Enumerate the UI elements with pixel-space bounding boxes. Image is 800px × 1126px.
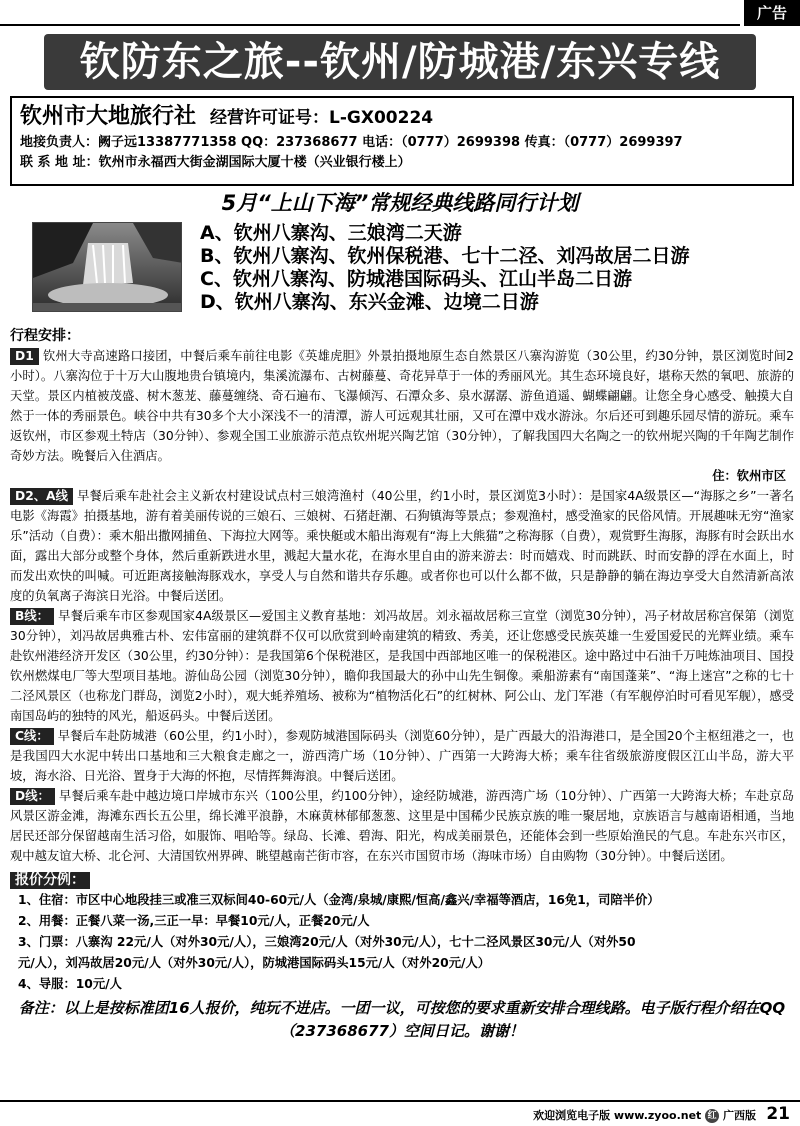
waterfall-photo <box>32 222 182 312</box>
route-c-text: 早餐后车赴防城港（60公里，约1小时），参观防城港国际码头（浏览60分钟），是广西最大的沿海港口，是全国20个主枢纽港之一，也是我国四大水泥中转出口基地和三大粮食走廊之一，游西湾广场（10分钟）、广西第一大跨海大桥；乘车往省级旅游度假区江山半岛，游大平坡，海水浴、日光浴、置身于大海的怀抱，尽情挥舞海浪。中餐后送团。 <box>10 729 794 783</box>
itinerary-title: 行程安排： <box>10 328 80 344</box>
route-item: B、钦州八寨沟、钦州保税港、七十二泾、刘冯故居二日游 <box>200 245 690 267</box>
title-banner: 钦防东之旅--钦州/防城港/东兴专线 <box>44 34 756 90</box>
itinerary-section <box>10 326 794 1045</box>
day1-stay: 住：钦州市区 <box>712 469 786 483</box>
logo-icon: 红 <box>705 1109 719 1123</box>
day1-text: 钦州大寺高速路口接团，中餐后乘车前往电影《英雄虎胆》外景拍摄地原生态自然景区八寨沟游览（30公里，约30分钟，景区浏览时间2小时）。八寨沟位于十万大山腹地贵台镇境内，集溪流瀑布、古树藤蔓、奇花异草于一体的秀丽风光。其生态环境良好，堪称天然的氧吧、旅游的天堂。景区内植被茂盛、树木葱茏、藤蔓缠绕、奇石遍布、飞瀑倾泻、石潭众多、泉水潺潺、游鱼逍遥、蝴蝶翩翩。让您全身心感受、触摸大自然于一体的秀丽景色。峡谷中共有30多个大小深浅不一的清潭，游人可远观其壮丽，又可在潭中戏水游泳。尔后还可到趣乐园尽情的游玩。乘车返钦州，市区参观土特店（30分钟）、参观全国工业旅游示范点钦州坭兴陶艺馆（30分钟），了解我国四大名陶之一的钦州坭兴陶的千年陶艺制作奇妙方法。晚餐后入住酒店。 <box>10 349 794 463</box>
agency-header <box>20 102 784 133</box>
agency-name: 钦州市大地旅行社 <box>20 104 197 129</box>
contact-line: 地接负责人：阙子远13387771358 QQ：237368677 电话：（0777）2699398 传真：（0777）2699397 <box>20 135 683 150</box>
license-number: 经营许可证号：L-GX00224 <box>210 108 434 128</box>
route-a-label: D2、A线 <box>10 488 73 505</box>
remark-note: 备注：以上是按标准团16人报价，纯玩不进店。一团一议，可按您的要求重新安排合理线路。电子版行程介绍在QQ（237368677）空间日记。谢谢！ <box>18 999 786 1040</box>
route-c-label: C线： <box>10 728 54 745</box>
price-item: 3、门票：八寨沟 22元/人（对外30元/人），三娘湾20元/人（对外30元/人），七十二泾风景区30元/人（对外50 <box>18 935 636 949</box>
day1-label: D1 <box>10 348 39 365</box>
route-c-paragraph <box>10 726 794 786</box>
page-number: 21 <box>766 1104 790 1124</box>
price-section <box>10 870 794 995</box>
ad-tag: 广告 <box>744 0 800 26</box>
route-d-paragraph <box>10 786 794 866</box>
route-item: C、钦州八寨沟、防城港国际码头、江山半岛二日游 <box>200 268 632 290</box>
route-a-paragraph <box>10 486 794 606</box>
plan-headline: 5月“上山下海”常规经典线路同行计划 <box>221 191 579 215</box>
route-b-label: B线： <box>10 608 54 625</box>
price-item: 元/人），刘冯故居20元/人（对外30元/人），防城港国际码头15元/人（对外20元/人） <box>18 956 491 970</box>
address-line: 联 系 地 址：钦州市永福西大街金湖国际大厦十楼（兴业银行楼上） <box>20 155 411 170</box>
footer-text <box>533 1107 756 1123</box>
top-rule <box>0 24 740 26</box>
footer-edition: 广西版 <box>723 1109 756 1122</box>
route-item: D、钦州八寨沟、东兴金滩、边境二日游 <box>200 291 539 313</box>
day1-paragraph <box>10 346 794 466</box>
price-item: 2、用餐：正餐八菜一汤,三正一早：早餐10元/人，正餐20元/人 <box>18 914 370 928</box>
route-item: A、钦州八寨沟、三娘湾二天游 <box>200 222 462 244</box>
price-item: 1、住宿：市区中心地段挂三或准三双标间40-60元/人（金湾/泉城/康熙/恒高/鑫兴/幸福等酒店，16免1，司陪半价） <box>18 893 660 907</box>
route-b-paragraph <box>10 606 794 726</box>
price-item: 4、导服：10元/人 <box>18 977 122 991</box>
price-title: 报价分例： <box>10 872 90 889</box>
route-b-text: 早餐后乘车市区参观国家4A级景区—爱国主义教育基地：刘冯故居。刘永福故居称三宣堂（浏览30分钟），冯子材故居称宫保第（浏览30分钟），刘冯故居典雅古朴、宏伟富丽的建筑群不仅可以欣赏到岭南建筑的精致、秀美，还让您感受民族英雄一生爱国爱民的光辉业绩。乘车赴钦州港经济开发区（30公里，约30分钟）：是我国第6个保税港区，是我国中西部地区唯一的保税港区。途中路过中石油千万吨炼油项目、国投钦州燃煤电厂等大型项目基地。游仙岛公园（浏览30分钟），瞻仰我国最大的孙中山先生铜像。乘船游素有“南国蓬莱”、“海上迷宫”之称的七十二泾风景区（也称龙门群岛，浏览2小时），观大蚝养殖场、被称为“植物活化石”的红树林、阿公山、龙门军港（有军舰停泊时可看见军舰），感受南国岛屿的独特的风光，船返码头。中餐后送团。 <box>10 609 794 723</box>
page-footer <box>0 1100 800 1126</box>
route-list <box>200 222 780 314</box>
footer-website: 欢迎浏览电子版 www.zyoo.net <box>533 1109 702 1122</box>
agency-info-box <box>10 96 794 186</box>
route-a-text: 早餐后乘车赴社会主义新农村建设试点村三娘湾渔村（40公里，约1小时，景区浏览3小时）：是国家4A级景区—“海豚之乡”一著名电影《海霞》拍摄基地，游有着美丽传说的三娘石、三娘树、石猪赶潮、石狗镇海等景点；参观渔村，感受渔家的民俗风情。开展趣味无穷“渔家乐”活动（自费）：乘木船出撒网捕鱼、下海拉大网等。乘快艇或木船出海观有“海上大熊猫”之称海豚（自费），观赏野生海豚，海豚有时会跃出水面，露出大部分或整个身体，然后重新跌进水里，溅起大量水花，在海水里自由的游来游去：时而嬉戏、时而跳跃、时而安静的浮在水面上，时而发出欢快的叫喊。可近距离接触海豚戏水，享受人与自然和谐共存乐趣。或者你也可以什么都不做，只是静静的躺在海边享受大自然清新高浓度的负氧离子海滨日光浴。中餐后送团。 <box>10 489 794 603</box>
route-d-label: D线： <box>10 788 55 805</box>
route-d-text: 早餐后乘车赴中越边境口岸城市东兴（100公里，约100分钟），途经防城港，游西湾广场（10分钟）、广西第一大跨海大桥；车赴京岛风景区游金滩，海滩东西长五公里，绵长滩平浪静，木麻黄林郁郁葱葱、这里是中国稀少民族京族的唯一聚居地，京族语言与越南语相通，当地居民还部分保留越南生活习俗，如服饰、唱哈等。绿岛、长滩、碧海、阳光，构成美丽景色，还能体会到一些原始渔民的气息。车赴东兴市区，观中越友谊大桥、北仑河、大清国钦州界碑、眺望越南芒街市容，在东兴市国贸市场（海味市场）自由购物（30分钟）。中餐后送团。 <box>10 789 794 863</box>
